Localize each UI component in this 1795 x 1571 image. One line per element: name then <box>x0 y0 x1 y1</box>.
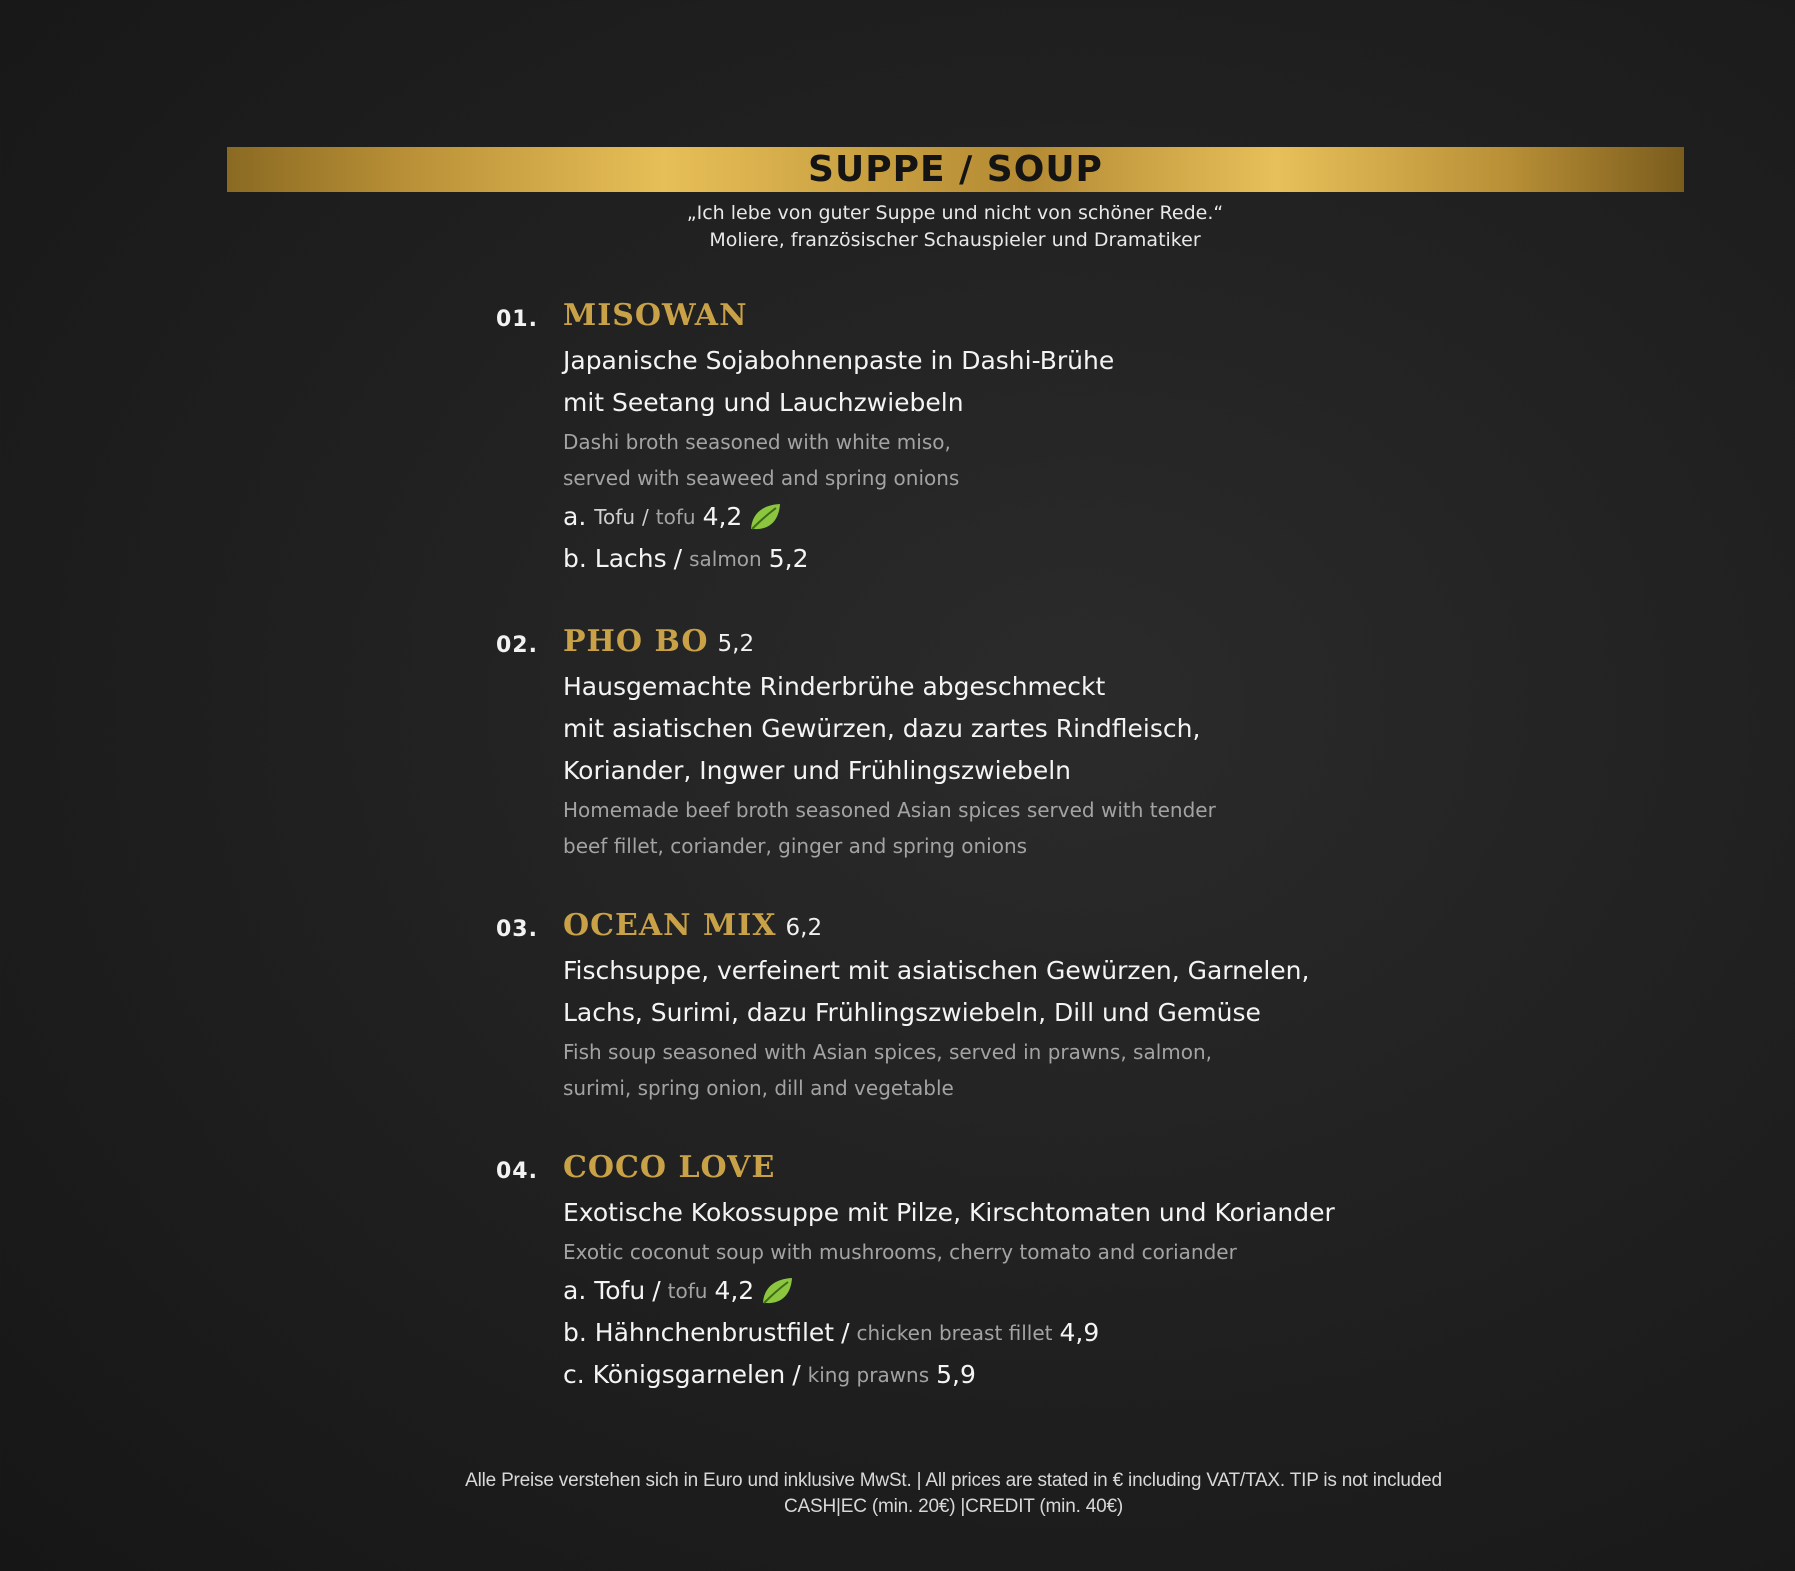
dish-description-en: Homemade beef broth seasoned Asian spices served with tender <box>563 798 1216 822</box>
option-name-en: king prawns <box>807 1363 930 1387</box>
option-separator: / <box>673 544 683 573</box>
option-name-en: tofu <box>667 1279 708 1303</box>
quote-text: „Ich lebe von guter Suppe und nicht von schöner Rede.“ <box>686 202 1224 224</box>
leaf-icon <box>748 502 782 532</box>
option-prefix: c. <box>563 1360 585 1389</box>
dish-description-de: Hausgemachte Rinderbrühe abgeschmeckt <box>563 672 1106 701</box>
option-name-de: Tofu <box>594 505 636 529</box>
section-title: SUPPE / SOUP <box>808 149 1103 190</box>
item-number: 01. <box>496 307 538 332</box>
option-separator: / <box>642 505 649 529</box>
section-banner <box>227 147 1684 192</box>
option-separator: / <box>792 1360 801 1389</box>
dish-description-en: Fish soup seasoned with Asian spices, served in prawns, salmon, <box>563 1040 1213 1064</box>
payment-notice: CASH|EC (min. 20€) |CREDIT (min. 40€) <box>784 1496 1123 1517</box>
dish-option <box>563 496 1613 538</box>
option-price: 4,2 <box>702 502 743 531</box>
dish-description-de: Fischsuppe, verfeinert mit asiatischen Gewürzen, Garnelen, <box>563 956 1310 985</box>
dish-name: COCO LOVE <box>563 1150 776 1185</box>
dish-price: 5,2 <box>717 631 755 657</box>
item-number: 02. <box>496 633 538 658</box>
dish-name: PHO BO <box>563 624 709 659</box>
dish-price: 6,2 <box>785 915 823 941</box>
option-price: 4,2 <box>714 1276 755 1305</box>
option-price: 4,9 <box>1059 1318 1100 1347</box>
dish-description-en: beef fillet, coriander, ginger and spring onions <box>563 834 1028 858</box>
dish-option <box>563 1312 1613 1354</box>
option-prefix: b. <box>563 1318 587 1347</box>
dish-description-de: Japanische Sojabohnenpaste in Dashi-Brühe <box>563 346 1115 375</box>
option-name-de: Tofu <box>594 1276 646 1305</box>
dish-description-de: mit asiatischen Gewürzen, dazu zartes Rindfleisch, <box>563 714 1201 743</box>
option-name-en: chicken breast fillet <box>856 1321 1053 1345</box>
price-notice: Alle Preise verstehen sich in Euro und inklusive MwSt. | All prices are stated in € including VAT/TAX. TIP is not included <box>465 1470 1442 1491</box>
dish-description-de: Exotische Kokossuppe mit Pilze, Kirschtomaten und Koriander <box>563 1198 1335 1227</box>
option-name-de: Königsgarnelen <box>592 1360 786 1389</box>
dish-description-en: surimi, spring onion, dill and vegetable <box>563 1076 954 1100</box>
option-price: 5,9 <box>936 1360 976 1389</box>
option-prefix: a. <box>563 1276 587 1305</box>
option-name-de: Lachs <box>594 544 667 573</box>
dish-description-en: Exotic coconut soup with mushrooms, cherry tomato and coriander <box>563 1240 1237 1264</box>
option-price: 5,2 <box>768 544 809 573</box>
option-name-en: salmon <box>689 547 762 571</box>
dish-description-de: Lachs, Surimi, dazu Frühlingszwiebeln, Dill und Gemüse <box>563 998 1261 1027</box>
option-prefix: b. <box>563 544 587 573</box>
item-number: 04. <box>496 1159 538 1184</box>
item-number: 03. <box>496 917 538 942</box>
dish-option <box>563 1354 1613 1396</box>
option-name-en: tofu <box>655 505 696 529</box>
dish-description-de: Koriander, Ingwer und Frühlingszwiebeln <box>563 756 1071 785</box>
dish-option <box>563 1270 1613 1312</box>
dish-name: OCEAN MIX <box>563 908 777 943</box>
dish-description-de: mit Seetang und Lauchzwiebeln <box>563 388 964 417</box>
option-name-de: Hähnchenbrustfilet <box>594 1318 835 1347</box>
option-separator: / <box>841 1318 850 1347</box>
leaf-icon <box>760 1276 794 1306</box>
dish-description-en: Dashi broth seasoned with white miso, <box>563 430 951 454</box>
dish-description-en: served with seaweed and spring onions <box>563 466 960 490</box>
option-prefix: a. <box>563 502 587 531</box>
quote-attribution: Moliere, französischer Schauspieler und Dramatiker <box>709 229 1201 251</box>
dish-option <box>563 538 1613 580</box>
dish-name: MISOWAN <box>563 298 748 333</box>
option-separator: / <box>652 1276 661 1305</box>
